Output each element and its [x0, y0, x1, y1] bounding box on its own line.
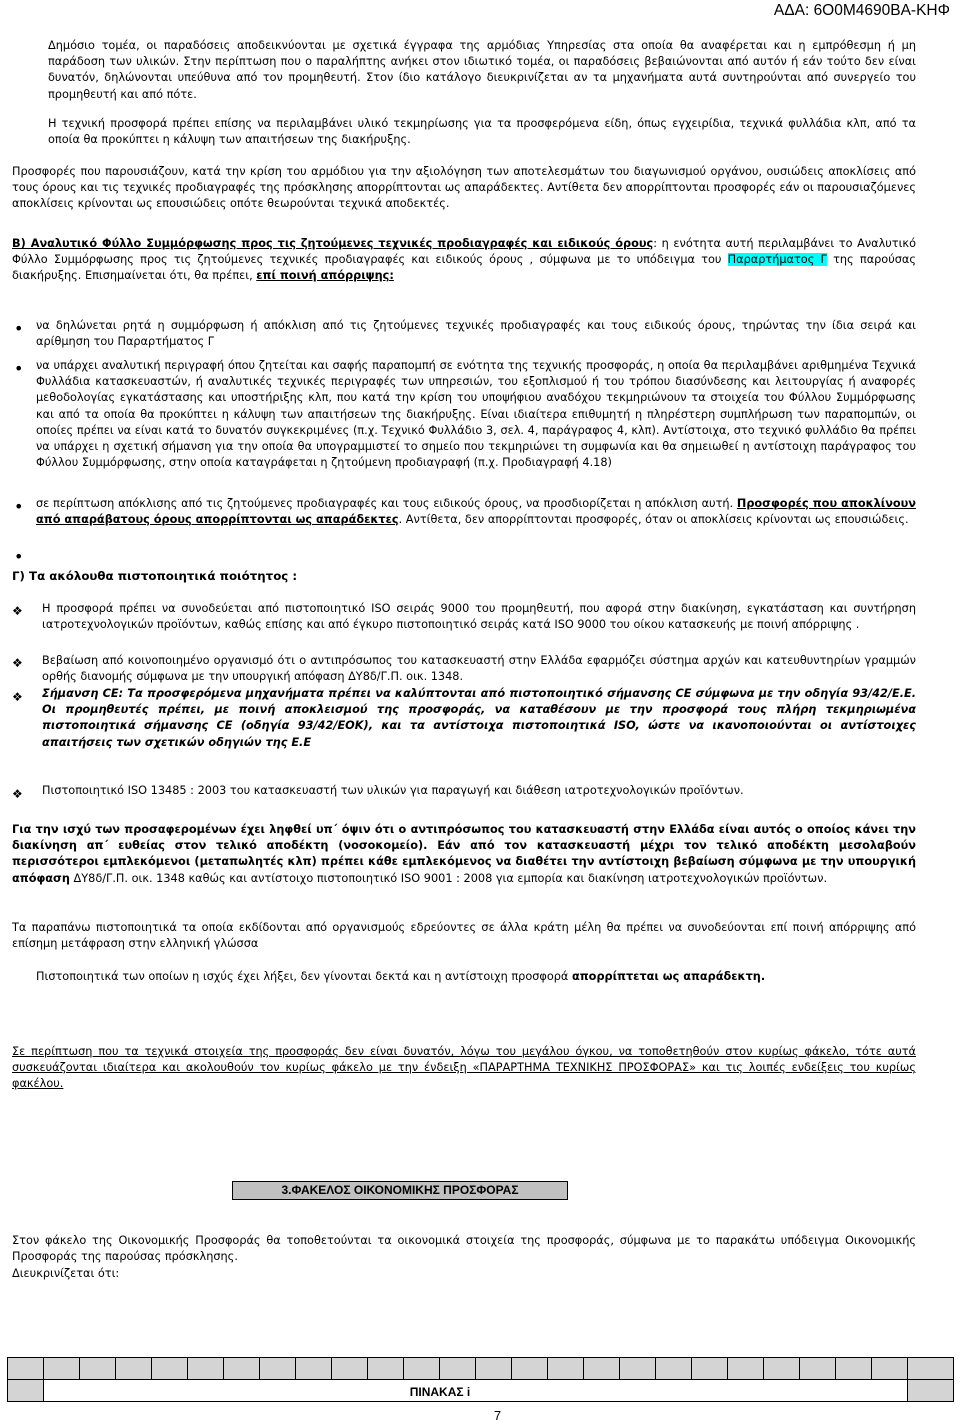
- expired-bold: απορρίπτεται ως απαράδεκτη.: [571, 970, 766, 983]
- bullet-item-3: [36, 496, 916, 528]
- table-title: ΠΙΝΑΚΑΣ i: [409, 1385, 471, 1399]
- validity-paragraph: [12, 822, 916, 887]
- bullet-icon: •: [14, 359, 24, 378]
- diamond-bullet-icon: ❖: [12, 787, 23, 801]
- certificate-item-iso13485: Πιστοποιητικό ISO 13485 : 2003 του κατασκευαστή των υλικών για παραγωγή και διάθεση ιατροτεχνολογικών προϊόντων.: [42, 784, 744, 797]
- bullet-item-2: να υπάρχει αναλυτική περιγραφή όπου ζητείται και σαφής παραπομπή σε ενότητα της τεχνικής προσφοράς, η οποία θα περιλαμβάνει αριθμημένα Τεχνικά Φυλλάδια κατασκευαστών, ή αναλυτικές τεχνικές περιγραφές των υπηρεσιών, του εξοπλισμού ή του τρόπου διασύνδεσης και λειτουργίας ή αναφορές μεθοδολογίας εγκατάστασης και υποστήριξης κλπ, που κατά την κρίση του υποψήφιου αναδόχου τεκμηριώνουν τα στοιχεία του Φύλλου Συμμόρφωσης και από τα οποία θα προκύπτει η κάλυψη των απαιτήσεων της διακήρυξης. Είναι ιδιαίτερα επιθυμητή η πληρέστερη συμπλήρωση των παραπομπών, οι οποίες πρέπει να είναι κατά το δυνατόν συγκεκριμένες (π.χ. Τεχνικό Φυλλάδιο 3, σελ. 4, παράγραφος 4, κλπ). Αντίστοιχα, στο τεχνικό φυλλάδιο θα πρέπει να υπάρχει η σχετική σήμανση για την οποία θα υπογραμμιστεί το σημείο που τεκμηριώνει τη συμφωνία και θα σημειωθεί η αντίστοιχη παράγραφος του Φύλλου Συμμόρφωσης, στην οποία καταγράφεται η ζητούμενη προδιαγραφή (π.χ. Προδιαγραφή 4.18): [36, 359, 916, 470]
- table-row: [8, 1358, 954, 1380]
- section-3-paragraph: Στον φάκελο της Οικονομικής Προσφοράς θα τοποθετούνται τα οικονομικά στοιχεία της προσφοράς, σύμφωνα με το παρακάτω υπόδειγμα Οικονομικής Προσφοράς της παρούσας πρόσκλησης.: [12, 1234, 916, 1264]
- bullet-3-tail: . Αντίθετα, δεν απορρίπτονται προσφορές, όταν οι αποκλίσεις κρίνονται ως επουσιώδεις.: [398, 513, 909, 527]
- page-number: 7: [493, 1408, 502, 1423]
- section-b-paragraph: [12, 236, 916, 285]
- certificate-item-2: Βεβαίωση από κοινοποιημένο οργανισμό ότι ο αντιπρόσωπος του κατασκευαστή στην Ελλάδα εφαρμόζει σύστημα αρχών και κατευθυντηρίων γραμμών ορθής διανομής σύμφωνα με την υπουργική απόφαση ΔΥ8δ/Γ.Π. οικ. 1348.: [42, 654, 916, 684]
- bullet-3-bold: Προσφορές που αποκλίνουν από απαράβατους όρους απορρίπτονται ως απαράδεκτες: [36, 497, 916, 527]
- section-3-title: 3.ΦΑΚΕΛΟΣ ΟΙΚΟΝΟΜΙΚΗΣ ΠΡΟΣΦΟΡΑΣ: [232, 1181, 568, 1200]
- section-b-heading: Β) Αναλυτικό Φύλλο Συμμόρφωσης προς τις ζητούμενες τεχνικές προδιαγραφές και ειδικούς όρους: [12, 237, 654, 250]
- diamond-bullet-icon: ❖: [12, 656, 23, 670]
- section-b-colon: :: [653, 237, 658, 250]
- bullet-icon: •: [14, 547, 24, 566]
- expired-normal: Πιστοποιητικά των οποίων η ισχύς έχει λήξει, δεν γίνονται δεκτά και η αντίστοιχη προσφορά: [36, 970, 572, 983]
- large-items-paragraph: Σε περίπτωση που τα τεχνικά στοιχεία της προσφοράς δεν είναι δυνατόν, λόγω του μεγάλου όγκου, να τοποθετηθούν στον κυρίως φάκελο, τότε αυτά συσκευάζονται ιδιαίτερα και ακολουθούν τον κυρίως φάκελο με την ένδειξη «ΠΑΡΑΡΤΗΜΑ ΤΕΧΝΙΚΗΣ ΠΡΟΣΦΟΡΑΣ» και τις λοιπές ενδείξεις του κυρίως φακέλου.: [12, 1045, 916, 1091]
- section-3-clarification: Διευκρινίζεται ότι:: [12, 1267, 120, 1280]
- diamond-bullet-icon: ❖: [12, 604, 23, 618]
- translation-paragraph: Τα παραπάνω πιστοποιητικά τα οποία εκδίδονται από οργανισμούς εδρεύοντες σε άλλα κράτη μέλη θα πρέπει να συνοδεύονται επί ποινή απόρριψης από επίσημη μετάφραση στην ελληνική γλώσσα: [12, 921, 916, 951]
- bullet-3-text: σε περίπτωση απόκλισης από τις ζητούμενες προδιαγραφές και τους ειδικούς όρους, να προσδιορίζεται η απόκλιση αυτή.: [36, 497, 737, 510]
- diamond-bullet-icon: ❖: [12, 690, 23, 704]
- section-c-heading: Γ) Τα ακόλουθα πιστοποιητικά ποιότητος :: [12, 569, 298, 583]
- penalty-of-rejection: επί ποινή απόρριψης:: [256, 269, 394, 283]
- certificate-item-1: Η προσφορά πρέπει να συνοδεύεται από πιστοποιητικό ISO σειράς 9000 του προμηθευτή, που αφορά στην διακίνηση, εγκατάσταση και συντήρηση ιατροτεχνολογικών προϊόντων, καθώς επίσης και από έγκυρο πιστοποιητικό σειράς κατά ISO 9000 του οίκου κατασκευής με ποινή απόρριψης .: [42, 602, 916, 632]
- bullet-icon: •: [14, 319, 24, 338]
- expired-paragraph: [36, 969, 916, 985]
- section-b-text-2: της παρούσας διακήρυξης. Επισημαίνεται ότι, θα πρέπει,: [12, 253, 916, 283]
- annex-c-highlight: Παραρτήματος Γ: [727, 253, 827, 267]
- validity-normal: ΔΥ8δ/Γ.Π. οικ. 1348 καθώς και αντίστοιχο πιστοποιητικό ISO 9001 : 2008 για εμπορία και διακίνηση ιατροτεχνολογικών προϊόντων.: [69, 871, 828, 885]
- bullet-item-1: να δηλώνεται ρητά η συμμόρφωση ή απόκλιση από τις ζητούμενες τεχνικές προδιαγραφές και τους ειδικούς όρους, τηρώντας την ίδια σειρά και αρίθμηση του Παραρτήματος Γ: [36, 319, 916, 349]
- intro-paragraph-1: Δημόσιο τομέα, οι παραδόσεις αποδεικνύονται με σχετικά έγγραφα της αρμόδιας Υπηρεσίας στα οποία θα αναφέρεται και η εμπρόθεσμη ή μη παράδοση των υλικών. Στην περίπτωση που ο παραλήπτης ανήκει στον ιδιωτικό τομέα, οι παραδόσεις βεβαιώνονται από αυτόν ή εάν τούτο δεν είναι δυνατόν, δηλώνονται υπεύθυνα από τον προμηθευτή. Στον ίδιο κατάλογο διευκρινίζεται αν τα μηχανήματα αυτά συντηρούνται από συνεργείο του προμηθευτή και από πότε.: [48, 39, 916, 101]
- intro-paragraph-2: Η τεχνική προσφορά πρέπει επίσης να περιλαμβάνει υλικό τεκμηρίωσης για τα προσφερόμενα είδη, όπως εγχειρίδια, τεχνικά φυλλάδια κλπ, από τα οποία θα προκύπτει η κάλυψη των απαιτήσεων της διακήρυξης.: [48, 117, 916, 147]
- certificate-item-ce: Σήμανση CE: Τα προσφερόμενα μηχανήματα πρέπει να καλύπτονται από πιστοποιητικό σήμανσης CE σύμφωνα με την οδηγία 93/42/Ε.Ε. Οι προμηθευτές πρέπει, με ποινή αποκλεισμού της προσφοράς, να καταθέσουν με την προσφορά τους πλήρη τεκμηριωμένα πιστοποιητικά σήμανσης CE (οδηγία 93/42/ΕΟΚ), και τα αντίστοιχα πιστοποιητικά ISO, ώστε να ικανοποιούνται οι αντίστοιχες απαιτήσεις των σχετικών οδηγιών της Ε.Ε: [42, 687, 916, 749]
- section-b-text-1: η ενότητα αυτή περιλαμβάνει το Αναλυτικό Φύλλο Συμμόρφωσης προς τις ζητούμενες τεχνικές προδιαγραφές και ειδικούς όρους , σύμφωνα με το υπόδειγμα του: [12, 237, 917, 267]
- bullet-icon: •: [14, 497, 24, 516]
- intro-paragraph-3: Προσφορές που παρουσιάζουν, κατά την κρίση του αρμόδιου για την αξιολόγηση των αποτελεσμάτων του διαγωνισμού οργάνου, ουσιώδεις αποκλίσεις από τους όρους και τις τεχνικές προδιαγραφές της πρόσκλησης απορρίπτονται ως απαράδεκτες. Αντίθετα δεν απορρίπτονται προσφορές εάν οι παρουσιαζόμενες αποκλίσεις κρίνονται ως επουσιώδεις οπότε θεωρούνται τεχνικά αποδεκτές.: [12, 165, 916, 211]
- ada-code-header: ΑΔΑ: 6Ο0Μ4690ΒΑ-ΚΗΦ: [773, 2, 950, 19]
- validity-bold: Για την ισχύ των προσαφερομένων έχει ληφθεί υπ΄ όψιν ότι ο αντιπρόσωπος του κατασκευαστή στην Ελλάδα είναι αυτός ο οποίος κάνει την διακίνηση απ΄ ευθείας στον τελικό αποδέκτη (νοσοκομείο). Εάν από τον κατασκευαστή μέχρι τον τελικό αποδέκτη μεσολαβούν περισσότεροι εμπλεκόμενοι (μεταπωλητές κλπ) πρέπει κάθε εμπλεκόμενος να διαθέτει την αντίστοιχη βεβαίωση σύμφωνα με την υπουργική απόφαση: [12, 823, 916, 885]
